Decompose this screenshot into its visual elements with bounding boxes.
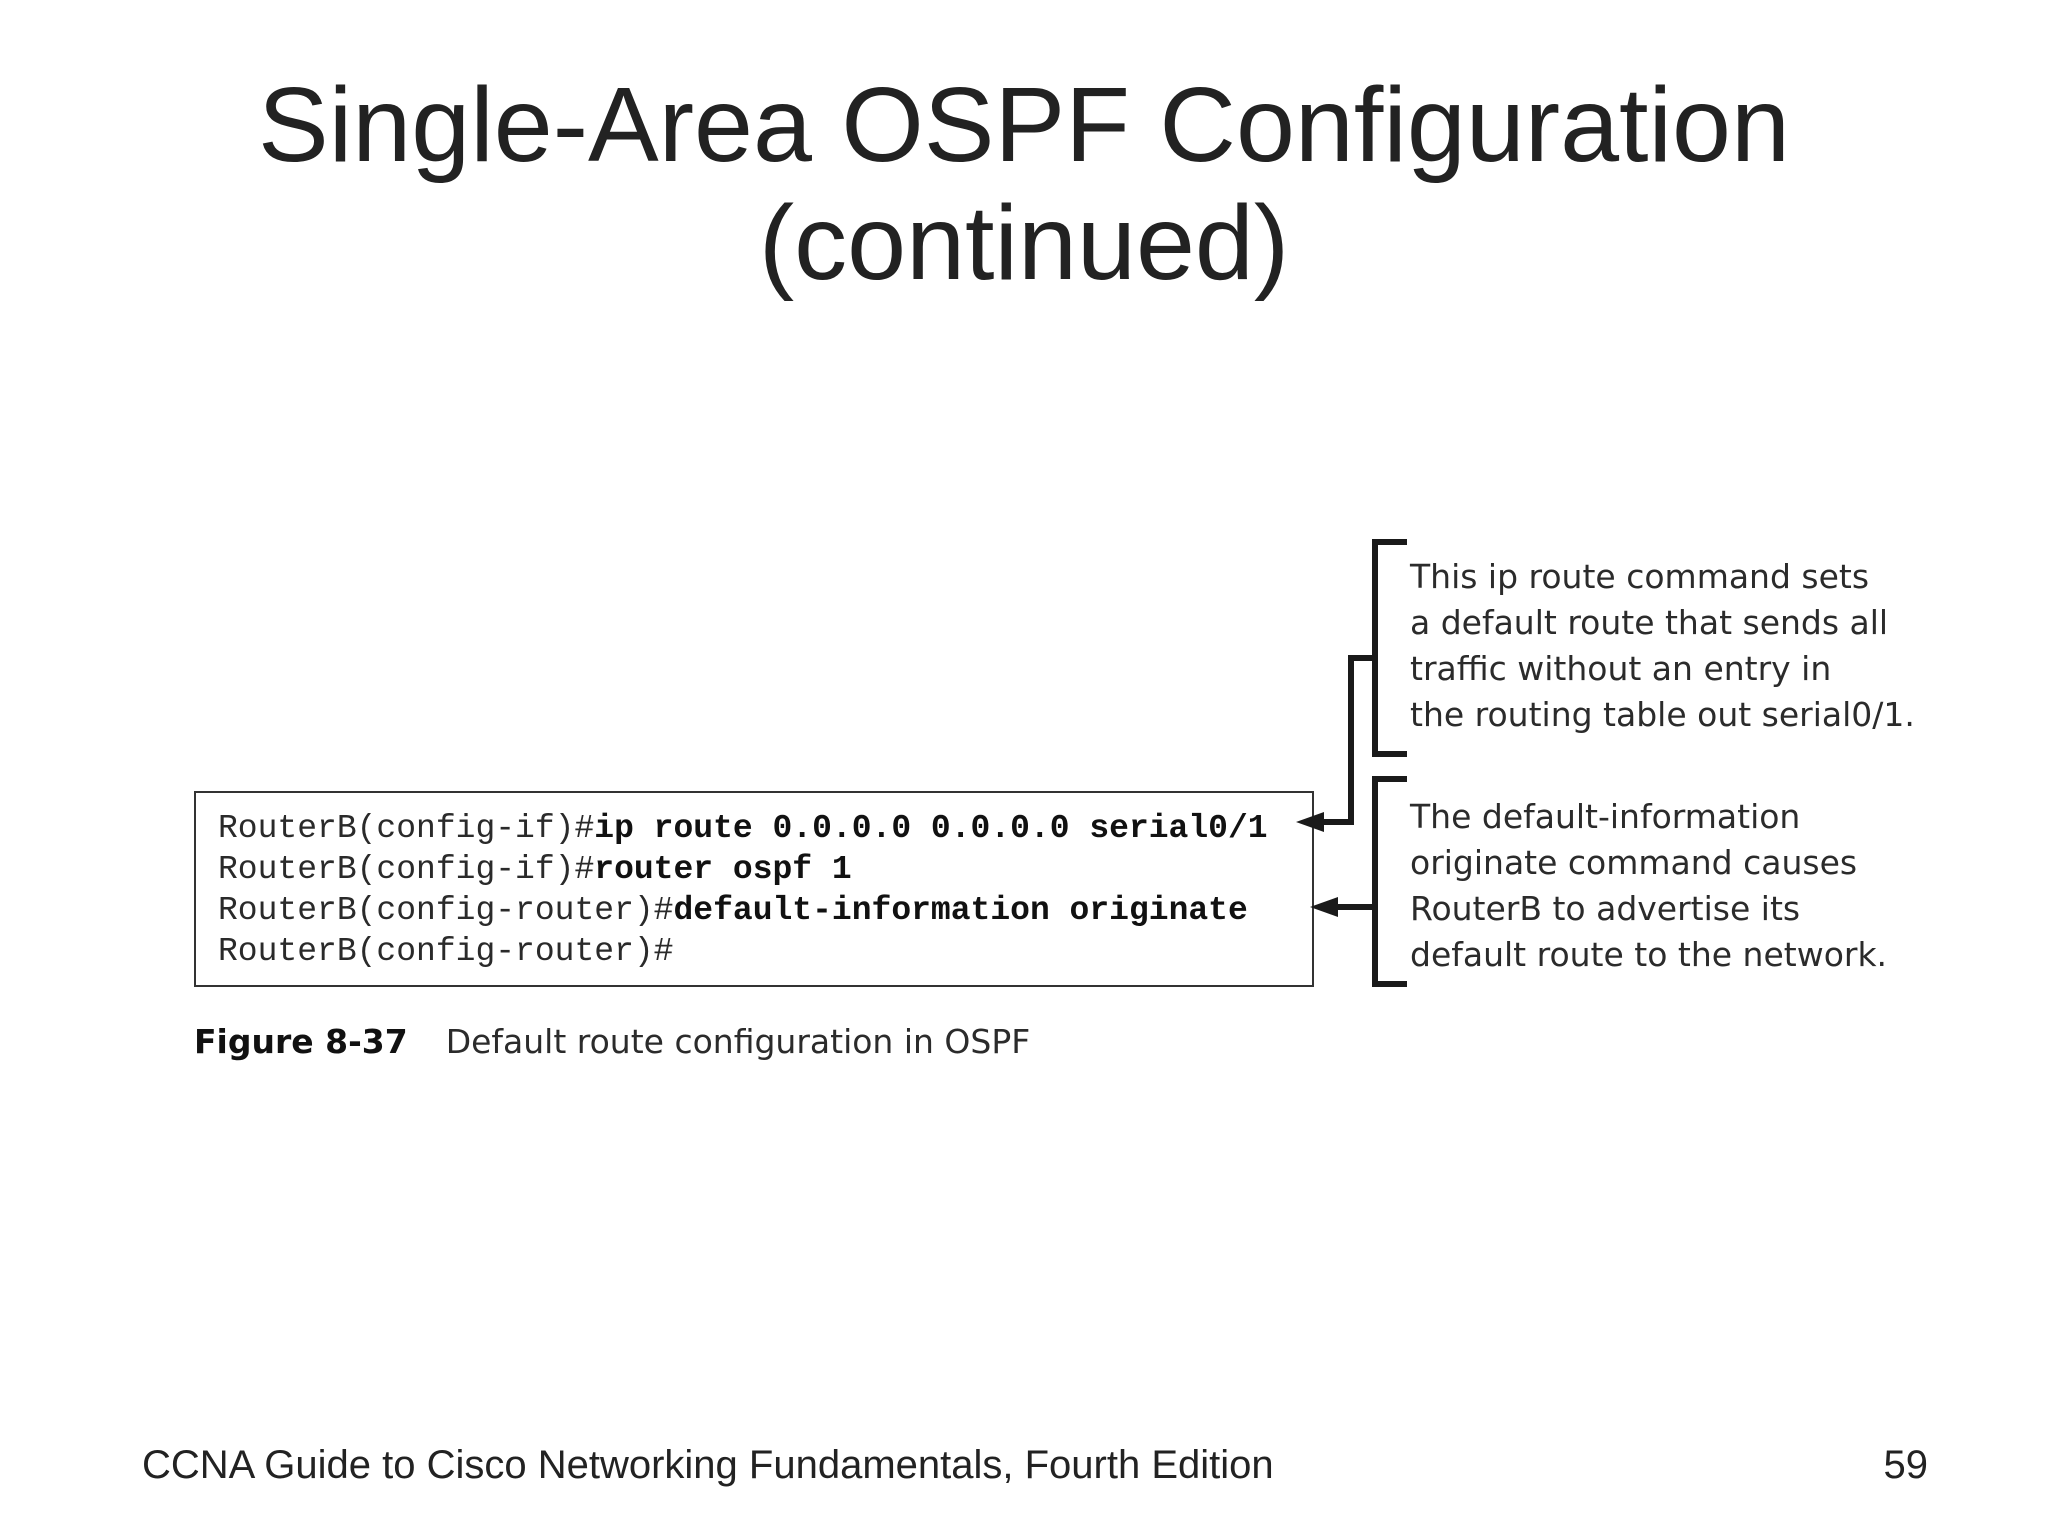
- code-command: ip route 0.0.0.0 0.0.0.0 serial0/1: [594, 810, 1268, 847]
- code-prompt: RouterB(config-router)#: [218, 892, 674, 929]
- code-command: router ospf 1: [594, 851, 852, 888]
- callout-line: the routing table out serial0/1.: [1410, 695, 1915, 734]
- code-prompt: RouterB(config-if)#: [218, 810, 595, 847]
- code-prompt: RouterB(config-router)#: [218, 933, 674, 970]
- connector-1: [1318, 658, 1375, 822]
- callout-line: This ip route command sets: [1410, 557, 1870, 596]
- callout-default-information: [1410, 794, 1887, 978]
- page-number: 59: [1883, 1443, 1928, 1487]
- code-command: default-information originate: [673, 892, 1248, 929]
- figure-label: Figure 8-37: [194, 1022, 408, 1061]
- bracket-2: [1375, 779, 1404, 984]
- title-line-2: (continued): [758, 184, 1290, 302]
- code-prompt: RouterB(config-if)#: [218, 851, 595, 888]
- callout-ip-route: [1410, 554, 1915, 738]
- title-line-1: Single-Area OSPF Configuration: [258, 66, 1790, 184]
- callout-line: The default-information: [1410, 797, 1801, 836]
- arrowhead-icon: [1310, 897, 1338, 917]
- callout-line: originate command causes: [1410, 843, 1858, 882]
- callout-line: RouterB to advertise its: [1410, 889, 1801, 928]
- callout-line: traffic without an entry in: [1410, 649, 1832, 688]
- callout-line: a default route that sends all: [1410, 603, 1889, 642]
- bracket-1: [1375, 542, 1404, 754]
- figure-caption-text: Default route configuration in OSPF: [445, 1022, 1031, 1061]
- callout-line: default route to the network.: [1410, 935, 1888, 974]
- footer-book-title: CCNA Guide to Cisco Networking Fundamentals, Fourth Edition: [142, 1443, 1274, 1487]
- arrowhead-icon: [1296, 812, 1324, 832]
- figure-caption: [194, 1020, 1030, 1064]
